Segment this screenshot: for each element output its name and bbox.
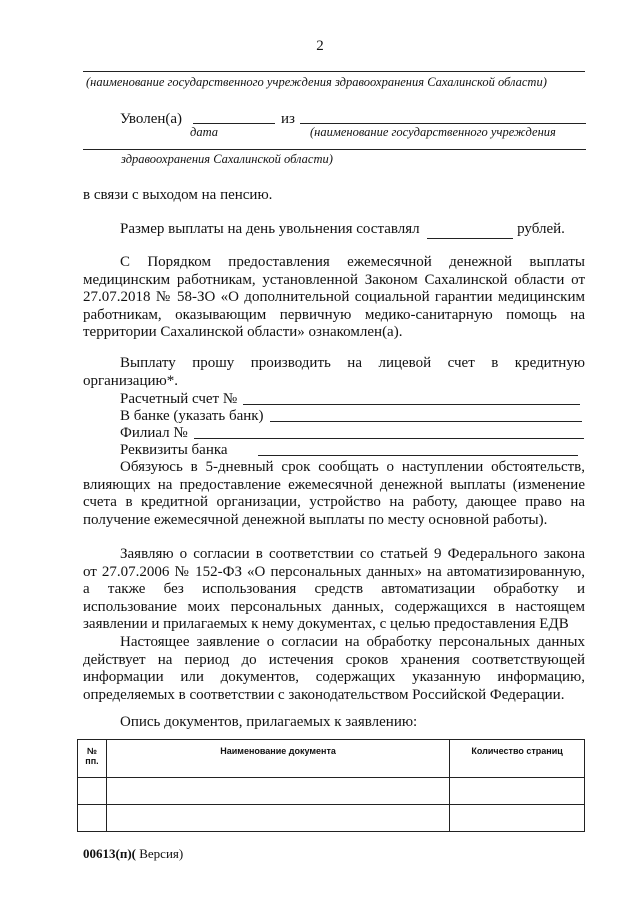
procedure-paragraph <box>83 254 585 342</box>
column-header-page-count: Количество страниц <box>450 740 585 778</box>
paragraph-line: Заявляю о согласии в соответствии со статьей 9 Федерального закона <box>120 546 585 562</box>
institution-caption-line1: (наименование государственного учреждения <box>310 125 556 139</box>
dismissal-date-field[interactable] <box>193 123 275 124</box>
dismissed-label: Уволен(а) <box>120 111 183 127</box>
obligation-paragraph <box>83 459 585 529</box>
table-cell-document-name[interactable] <box>106 805 449 832</box>
table-cell-page-count[interactable] <box>450 778 585 805</box>
dismissal-institution-field-continued[interactable] <box>83 149 586 150</box>
paragraph-line: от 27.07.2006 № 152-ФЗ «О персональных данных» на автоматизированную, <box>83 563 585 580</box>
payment-size-label: Размер выплаты на день увольнения составлял <box>120 221 420 237</box>
payment-request-paragraph <box>83 355 585 390</box>
table-cell-number[interactable] <box>78 805 107 832</box>
paragraph-line: Настоящее заявление о согласии на обработку персональных данных <box>120 634 585 650</box>
payment-size-unit: рублей. <box>517 221 565 237</box>
paragraph-line: С Порядком предоставления ежемесячной денежной выплаты <box>120 254 585 270</box>
form-version-footer <box>83 846 183 862</box>
retirement-reason: в связи с выходом на пенсию. <box>83 187 273 203</box>
header-institution-caption: (наименование государственного учреждения здравоохранения Сахалинской области) <box>86 75 547 89</box>
bank-name-field[interactable] <box>270 421 582 422</box>
paragraph-line: территории Сахалинской области» ознакомлен(а). <box>83 324 403 340</box>
institution-caption-line2: здравоохранения Сахалинской области) <box>121 152 333 166</box>
payment-amount-field[interactable] <box>427 220 513 239</box>
page-number: 2 <box>316 38 324 54</box>
paragraph-line: информации или документов, содержащих указанную информацию, <box>83 669 585 685</box>
column-header-number <box>78 740 107 778</box>
dismissal-institution-field[interactable] <box>300 123 586 124</box>
requisites-label: Реквизиты банка <box>120 442 228 458</box>
table-cell-page-count[interactable] <box>450 805 585 832</box>
paragraph-line: счета в кредитной организации, устройство на работу, дающее право на <box>83 494 585 510</box>
paragraph-line: а также без использования средств автоматизации обработку и <box>83 581 585 597</box>
from-label: из <box>281 111 295 127</box>
paragraph-line: определяемых в соответствии с законодательством Российской Федерации. <box>83 686 565 703</box>
paragraph-line: 27.07.2018 № 58-ЗО «О дополнительной социальной гарантии медицинским <box>83 289 585 305</box>
branch-label: Филиал № <box>120 425 188 441</box>
paragraph-line: Обязуюсь в 5-дневный срок сообщать о наступлении обстоятельств, <box>120 459 585 475</box>
table-cell-number[interactable] <box>78 778 107 805</box>
account-label: Расчетный счет № <box>120 391 238 407</box>
payment-size-row <box>120 220 565 239</box>
paragraph-line: получение ежемесячной денежной выплаты по месту основной работы). <box>83 511 548 528</box>
form-code: 00613(п)( <box>83 846 136 861</box>
branch-number-field[interactable] <box>194 438 584 439</box>
paragraph-line: влияющих на предоставление ежемесячной денежной выплаты (изменение <box>83 476 585 493</box>
account-number-field[interactable] <box>243 404 580 405</box>
paragraph-line: организацию*. <box>83 372 178 389</box>
documents-inventory-table <box>77 739 585 832</box>
paragraph-line: работникам, оказывающим первичную медико-санитарную помощь на <box>83 306 585 323</box>
column-header-number-line2: пп. <box>85 756 99 766</box>
form-version-label: Версия) <box>135 846 184 861</box>
table-row <box>78 805 585 832</box>
table-header-row <box>78 740 585 778</box>
validity-paragraph <box>83 634 585 704</box>
paragraph-line: использование моих персональных данных, содержащихся в настоящем <box>83 598 585 615</box>
paragraph-line: действует на период до истечения сроков хранения соответствующей <box>83 651 585 668</box>
column-header-document-name: Наименование документа <box>106 740 449 778</box>
consent-paragraph <box>83 546 585 634</box>
bank-label: В банке (указать банк) <box>120 408 264 424</box>
inventory-title: Опись документов, прилагаемых к заявлению: <box>120 714 418 730</box>
table-row <box>78 778 585 805</box>
dismissal-date-caption: дата <box>190 125 219 139</box>
paragraph-line: медицинским работникам, установленной Законом Сахалинской области от <box>83 271 585 288</box>
column-header-number-line1: № <box>86 746 97 756</box>
bank-requisites-field[interactable] <box>258 455 578 456</box>
paragraph-line: заявлении и прилагаемых к нему документах, с целью предоставления ЕДВ <box>83 616 569 632</box>
table-cell-document-name[interactable] <box>106 778 449 805</box>
paragraph-line: Выплату прошу производить на лицевой счет в кредитную <box>120 355 585 371</box>
header-institution-line <box>83 71 585 72</box>
